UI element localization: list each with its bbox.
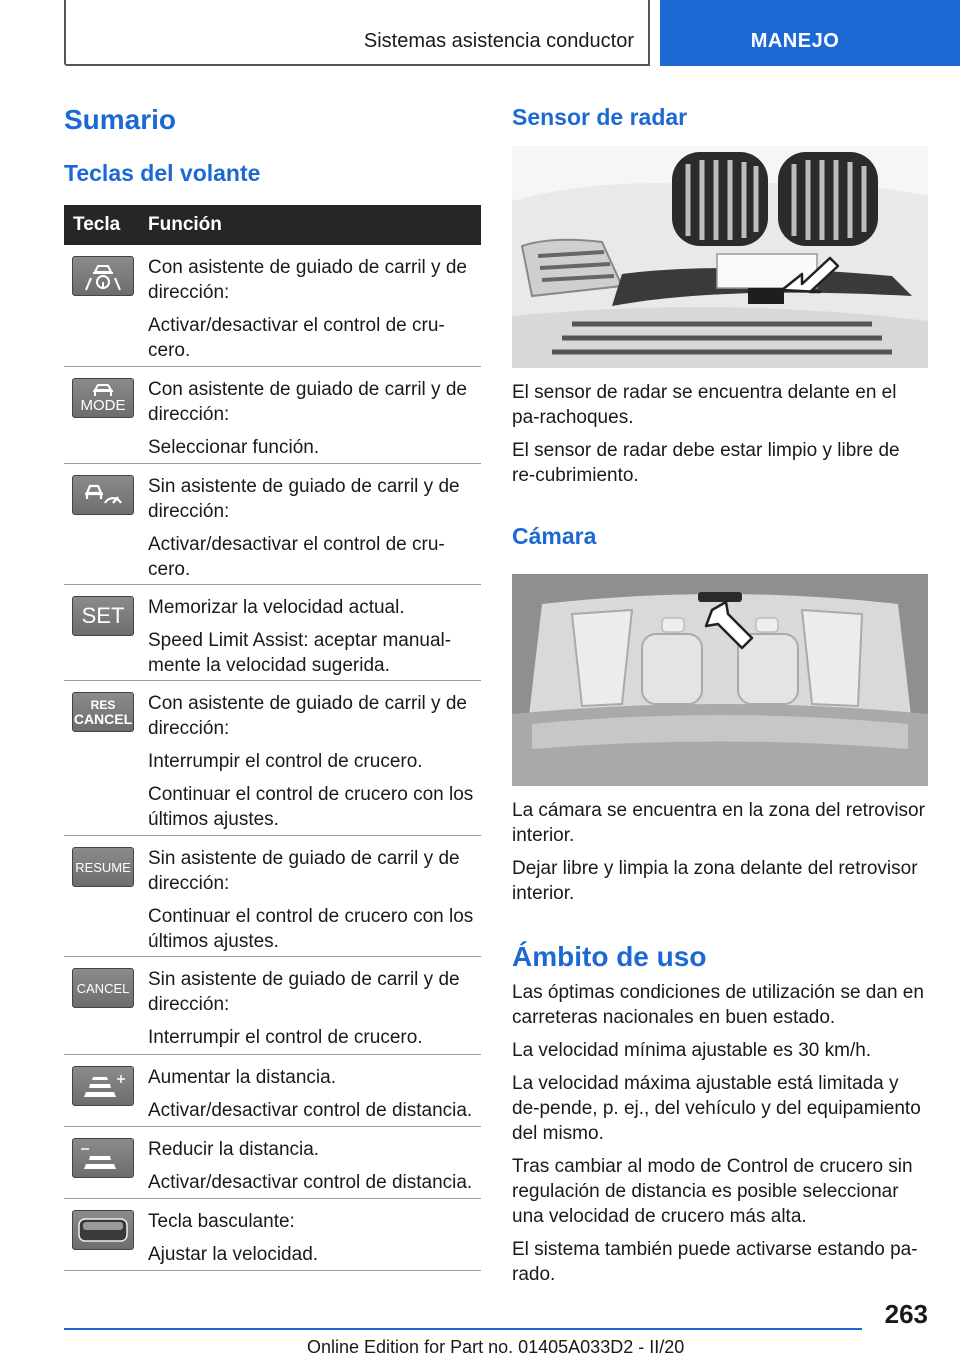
column-header-key: Tecla bbox=[73, 214, 121, 235]
table-row bbox=[64, 957, 481, 1055]
header-section-label: MANEJO bbox=[750, 30, 840, 52]
row-text: Con asistente de guiado de carril y de dirección: bbox=[148, 693, 467, 739]
mode-key-label: MODE bbox=[80, 396, 126, 414]
row-text: Ajustar la velocidad. bbox=[148, 1244, 319, 1265]
header-section-tab bbox=[660, 0, 960, 66]
cruise-control-icon bbox=[72, 475, 134, 515]
paragraph: Las óptimas condiciones de utilización se dan en carreteras nacionales en buen estado. bbox=[512, 982, 924, 1028]
header-frame bbox=[64, 0, 650, 66]
row-text: Sin asistente de guiado de carril y de dirección: bbox=[148, 848, 460, 894]
table-row bbox=[64, 836, 481, 957]
camera-description bbox=[512, 798, 928, 914]
row-text: Speed Limit Assist: aceptar manual-mente la velocidad sugerida. bbox=[148, 630, 452, 676]
resume-icon bbox=[72, 847, 134, 887]
camera-heading: Cámara bbox=[512, 523, 597, 549]
row-text: Activar/desactivar el control de cru-cero. bbox=[148, 315, 445, 361]
subheading-steering-keys: Teclas del volante bbox=[64, 160, 261, 186]
front-grille-radar-image bbox=[512, 146, 928, 368]
radar-description bbox=[512, 380, 928, 496]
rocker-switch-icon bbox=[72, 1210, 134, 1250]
mode-icon bbox=[72, 378, 134, 418]
row-text: Sin asistente de guiado de carril y de dirección: bbox=[148, 969, 460, 1015]
set-icon bbox=[72, 596, 134, 636]
table-row bbox=[64, 464, 481, 585]
paragraph: El sistema también puede activarse estando pa-rado. bbox=[512, 1239, 918, 1285]
row-text: Aumentar la distancia. bbox=[148, 1067, 336, 1088]
table-row bbox=[64, 1127, 481, 1199]
row-text: Activar/desactivar control de distancia. bbox=[148, 1100, 473, 1121]
table-row bbox=[64, 1055, 481, 1127]
row-text: Continuar el control de crucero con los últimos ajustes. bbox=[148, 906, 474, 952]
table-row bbox=[64, 1199, 481, 1271]
row-text: Sin asistente de guiado de carril y de dirección: bbox=[148, 476, 460, 522]
row-text: Interrumpir el control de crucero. bbox=[148, 1027, 423, 1048]
cancel-key-label: CANCEL bbox=[76, 980, 130, 996]
paragraph: El sensor de radar debe estar limpio y libre de re-cubrimiento. bbox=[512, 440, 900, 486]
column-header-function: Función bbox=[148, 214, 222, 235]
page-number: 263 bbox=[884, 1299, 928, 1329]
usage-heading: Ámbito de uso bbox=[512, 941, 707, 972]
row-text: Con asistente de guiado de carril y de dirección: bbox=[148, 379, 467, 425]
footer-divider bbox=[64, 1328, 862, 1330]
paragraph: Tras cambiar al modo de Control de crucero sin regulación de distancia es posible seleccionar una velocidad de crucero más alta. bbox=[512, 1156, 913, 1227]
set-key-label: SET bbox=[81, 603, 125, 628]
keys-table bbox=[64, 205, 481, 1271]
table-row bbox=[64, 585, 481, 681]
radar-heading: Sensor de radar bbox=[512, 104, 688, 130]
row-text: Seleccionar función. bbox=[148, 437, 320, 458]
table-row bbox=[64, 245, 481, 367]
distance-decrease-icon bbox=[72, 1138, 134, 1178]
paragraph: Dejar libre y limpia la zona delante del retrovisor interior. bbox=[512, 858, 918, 904]
paragraph: La cámara se encuentra en la zona del retrovisor interior. bbox=[512, 800, 925, 846]
table-header bbox=[64, 205, 481, 245]
paragraph: El sensor de radar se encuentra delante en el pa-rachoques. bbox=[512, 382, 897, 428]
row-text: Reducir la distancia. bbox=[148, 1139, 320, 1160]
paragraph: La velocidad máxima ajustable está limitada y de-pende, p. ej., del vehículo y del equipamiento del mismo. bbox=[512, 1073, 921, 1144]
footer-edition: Online Edition for Part no. 01405A033D2 - II/20 bbox=[307, 1337, 685, 1357]
row-text: Activar/desactivar control de distancia. bbox=[148, 1172, 473, 1193]
paragraph: La velocidad mínima ajustable es 30 km/h. bbox=[512, 1040, 872, 1061]
table-row bbox=[64, 367, 481, 464]
resume-key-label: RESUME bbox=[75, 859, 131, 875]
cancel-icon bbox=[72, 968, 134, 1008]
row-text: Interrumpir el control de crucero. bbox=[148, 751, 423, 772]
distance-increase-icon bbox=[72, 1066, 134, 1106]
page-heading: Sumario bbox=[64, 104, 177, 135]
row-text: Memorizar la velocidad actual. bbox=[148, 597, 405, 618]
table-row bbox=[64, 681, 481, 836]
res-cancel-icon: RES CANCEL bbox=[72, 692, 134, 732]
row-text: Con asistente de guiado de carril y de dirección: bbox=[148, 257, 467, 303]
row-text: Tecla basculante: bbox=[148, 1211, 295, 1232]
row-text: Activar/desactivar el control de cru-cero. bbox=[148, 534, 445, 580]
usage-description bbox=[512, 980, 928, 1295]
interior-camera-image bbox=[512, 574, 928, 786]
row-text: Continuar el control de crucero con los últimos ajustes. bbox=[148, 784, 474, 830]
header-title: Sistemas asistencia conductor bbox=[363, 30, 634, 52]
steering-assist-icon bbox=[72, 256, 134, 296]
